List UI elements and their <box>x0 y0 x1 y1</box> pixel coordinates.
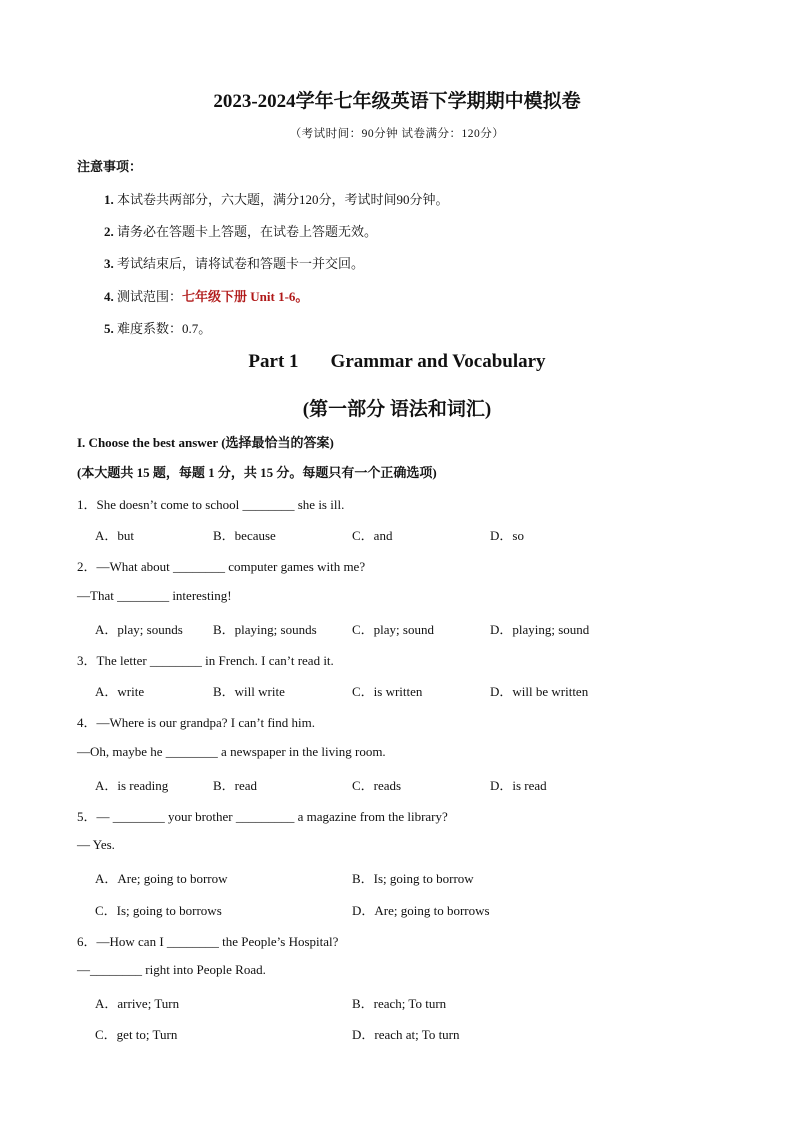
notice-number: 2. <box>104 224 114 239</box>
notice-number: 5. <box>104 321 114 336</box>
notice-text: 考试结束后，请将试卷和答题卡一并交回。 <box>117 256 365 271</box>
notice-text: 难度系数：0.7。 <box>117 321 212 336</box>
question-stem: 4．—Where is our grandpa? I can’t find him. <box>77 715 316 730</box>
option-d: D．so <box>490 528 524 543</box>
option-d: D．reach at; To turn <box>352 1027 460 1042</box>
question-stem: —That ________ interesting! <box>77 588 232 603</box>
option-d: D．will be written <box>490 684 589 699</box>
option-a: A．is reading <box>95 778 169 793</box>
notice-text: 测试范围： <box>117 289 183 304</box>
question-stem: 2．—What about ________ computer games with me? <box>77 559 366 574</box>
test-scope: 七年级下册 Unit 1-6。 <box>182 289 309 304</box>
section-heading: I. Choose the best answer (选择最恰当的答案) <box>77 435 334 450</box>
part-name: Grammar and Vocabulary <box>330 351 546 372</box>
option-d: D．playing; sound <box>490 622 590 637</box>
option-b: B．reach; To turn <box>352 996 447 1011</box>
option-c: C．get to; Turn <box>95 1027 178 1042</box>
option-b: B．read <box>213 778 258 793</box>
notice-heading: 注意事项： <box>77 159 143 174</box>
notice-text: 本试卷共两部分，六大题，满分120分，考试时间90分钟。 <box>117 192 449 207</box>
option-a: A．play; sounds <box>95 622 183 637</box>
question-stem: 5．— ________ your brother _________ a magazine from the library? <box>77 809 448 824</box>
question-stem: —Oh, maybe he ________ a newspaper in the living room. <box>77 744 386 759</box>
notice-item <box>104 189 449 208</box>
notice-item <box>104 221 377 240</box>
option-b: B．will write <box>213 684 285 699</box>
option-a: A．Are; going to borrow <box>95 871 228 886</box>
option-b: B．because <box>213 528 276 543</box>
option-a: A．arrive; Turn <box>95 996 180 1011</box>
notice-number: 4. <box>104 289 114 304</box>
option-c: C．and <box>352 528 393 543</box>
option-b: B．Is; going to borrow <box>352 871 474 886</box>
exam-subtitle: （考试时间：90分钟 试卷满分：120分） <box>289 128 505 140</box>
part-title-chinese: (第一部分 语法和词汇) <box>302 399 492 420</box>
option-c: C．Is; going to borrows <box>95 903 222 918</box>
question-stem: 1．She doesn’t come to school ________ she is ill. <box>77 497 345 512</box>
option-b: B．playing; sounds <box>213 622 317 637</box>
notice-number: 1. <box>104 192 114 207</box>
option-c: C．reads <box>352 778 402 793</box>
question-stem: 3．The letter ________ in French. I can’t read it. <box>77 653 334 668</box>
exam-title: 2023-2024学年七年级英语下学期期中模拟卷 <box>213 91 581 112</box>
notice-item <box>104 253 364 272</box>
section-instruction: (本大题共 15 题，每题 1 分，共 15 分。每题只有一个正确选项) <box>77 465 437 480</box>
option-c: C．play; sound <box>352 622 434 637</box>
notice-item <box>104 318 211 337</box>
option-d: D．is read <box>490 778 547 793</box>
question-stem: — Yes. <box>77 837 115 852</box>
notice-text: 请务必在答题卡上答题，在试卷上答题无效。 <box>117 224 378 239</box>
option-c: C．is written <box>352 684 423 699</box>
notice-item <box>104 286 308 305</box>
notice-number: 3. <box>104 256 114 271</box>
option-a: A．write <box>95 684 145 699</box>
option-d: D．Are; going to borrows <box>352 903 490 918</box>
question-stem: 6．—How can I ________ the People’s Hospital? <box>77 934 339 949</box>
question-stem: —________ right into People Road. <box>77 962 266 977</box>
part-label: Part 1 <box>248 351 299 372</box>
part-title <box>0 351 794 373</box>
option-a: A．but <box>95 528 135 543</box>
